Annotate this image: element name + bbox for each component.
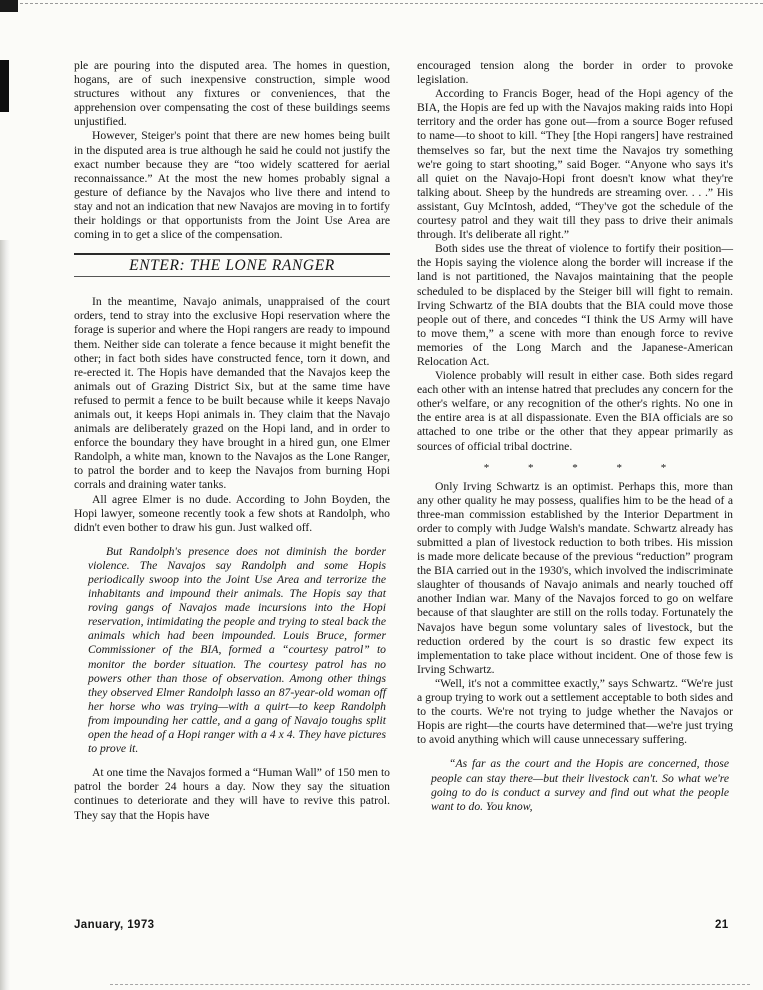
section-heading: ENTER: THE LONE RANGER bbox=[74, 253, 390, 277]
paragraph: Only Irving Schwartz is an optimist. Perhaps this, more than any other quality he may possess, qualifies him to be the head of a three-man commission established by the Interior Department in order to comply with Judge Walsh's mandate. Schwartz already has submitted a plan of livestock reduction to both tribes. His mission is made more delicate because of the previous “reduction” program the BIA carried out in the 1930's, which involved the indiscriminate slaughter of thousands of Navajo animals and nearly touched off another Indian war. Many of the Navajos forced to go on welfare because of that slaughter are still on the rolls today. Fortunately the Navajos have begun some voluntary sales of livestock, but the reduction ordered by the court is so drastic few expect its implementation to take place without incident. One of those few is Irving Schwartz. bbox=[417, 479, 734, 676]
paragraph: At one time the Navajos formed a “Human Wall” of 150 men to patrol the border 24 hours a day. Now they say the situation continues to deteriorate and they will have to revive this patrol. They say that the Hopis have bbox=[74, 766, 390, 822]
left-column bbox=[74, 59, 390, 823]
footer-date: January, 1973 bbox=[74, 919, 155, 931]
paragraph: encouraged tension along the border in order to provoke legislation. bbox=[417, 59, 733, 87]
top-scan-edge bbox=[0, 3, 763, 4]
spacer bbox=[74, 756, 390, 766]
paragraph: “Well, it's not a committee exactly,” says Schwartz. “We're just a group trying to work out a settlement acceptable to both sides and to the courts. We're not trying to judge whether the Navajos or Hopis are right—the courts have determined that—we're just trying to avoid anything which will cause unnecessary suffering. bbox=[417, 676, 733, 747]
spacer bbox=[417, 747, 733, 757]
paragraph: Both sides use the threat of violence to fortify their position—the Hopis saying the violence along the border will increase if the land is not partitioned, the Navajos maintaining that the people scheduled to be displaced by the Steiger bill will fight to remain. Irving Schwartz of the BIA doubts that the BIA could move those people out of there, and concedes “I think the US Army will have to move them,” a scene with more than enough force to revive memories of the Long March and the Japanese-American Relocation Act. bbox=[417, 242, 733, 368]
section-separator: * * * * * bbox=[483, 461, 685, 474]
scan-edge-mark bbox=[0, 60, 9, 112]
page-number: 21 bbox=[715, 919, 729, 931]
italic-quote-block: “As far as the court and the Hopis are concerned, those people can stay there—but their livestock can't. So what we're going to do is conduct a survey and find out what the people want to do. You know, bbox=[431, 757, 729, 813]
paragraph: All agree Elmer is no dude. According to John Boyden, the Hopi lawyer, someone recently took a few shots at Randolph, who didn't even bother to draw his gun. Just walked off. bbox=[74, 492, 390, 534]
italic-sidebar-block: But Randolph's presence does not diminish the border violence. The Navajos say Randolph and some Hopis periodically swoop into the Joint Use Area and terrorize the inhabitants and impound their animals. The Hopis say that roving gangs of Navajos made incursions into the Hopi reservation, intimidating the people and trying to steal back the animals which had been impounded. Louis Bruce, former Commissioner of the BIA, formed a “courtesy patrol” to monitor the border situation. The courtesy patrol has no powers other than those of observation. Among other things they observed Elmer Randolph lasso an 87-year-old woman off her horse who was trying—with a quirt—to keep Randolph from impounding her cattle, and a gang of Navajo toughs split open the head of a Hopi ranger with a 4 x 4. They have pictures to prove it. bbox=[88, 544, 386, 756]
paragraph: According to Francis Boger, head of the Hopi agency of the BIA, the Hopis are fed up with the Navajos making raids into Hopi territory and the order has gone out—from a source Boger refused to name—to shoot to kill. “They [the Hopi rangers] have restrained themselves so far, but the next time the Navajos try something we're going to start shooting,” said Boger. “Anyone who says it's all quiet on the Navajo-Hopi front doesn't know what they're talking about. Sheep by the hundreds are streaming over. . . .” His assistant, Guy McIntosh, added, “They've got the schedule of the courtesy patrol and they wait till they pass to drive their animals through. It's deliberate all right.” bbox=[417, 87, 733, 242]
bottom-scan-edge bbox=[110, 984, 750, 985]
paragraph: Violence probably will result in either case. Both sides regard each other with an intense hatred that precludes any concern for the other's welfare, or any recognition of the other's rights. No one in the entire area is at all dispassionate. Even the BIA officials are so attached to one tribe or the other that they appear primarily as sources of official tribal doctrine. bbox=[417, 369, 733, 453]
paragraph: ple are pouring into the disputed area. The homes in question, hogans, are of such inexpensive construction, simple wood structures without any fixtures or conveniences, that the apprehension over compensating the cost of these buildings seems unjustified. bbox=[74, 59, 390, 129]
spacer bbox=[74, 535, 390, 545]
binding-shadow bbox=[0, 240, 10, 990]
scan-corner-mark bbox=[0, 0, 18, 12]
right-column bbox=[417, 59, 733, 814]
paragraph: However, Steiger's point that there are new homes being built in the disputed area is true although he said he could not justify the exact number because they are “too widely scattered for aerial reconnaissance.” At the most the new homes probably signal a gesture of defiance by the Navajos who live there and intend to stay and not an indication that new Navajos are moving in to fortify their holdings or that opportunists from the Joint Use Area are coming in to get a slice of the compensation. bbox=[74, 129, 390, 242]
paragraph: In the meantime, Navajo animals, unappraised of the court orders, tend to stray into the exclusive Hopi reservation where the forage is superior and where the Hopi rangers are ready to impound them. Neither side can tolerate a fence because it might benefit the other; in fact both sides have constructed fence, torn it down, and re-erected it. The Hopis have demanded that the Navajos keep the animals out of Grazing District Six, but at the same time have refused to permit a fence to be built because while it keeps Navajo animals out, it keeps Hopi animals in. They claim that the Navajo animals are deliberately grazed on the Hopi land, and in order to enforce the boundary they have brought in a hired gun, one Elmer Randolph, a white man, known to the Navajos as the Lone Ranger, to patrol the border and to keep the Navajos from burning Hopi corrals and draining water tanks. bbox=[74, 295, 390, 492]
